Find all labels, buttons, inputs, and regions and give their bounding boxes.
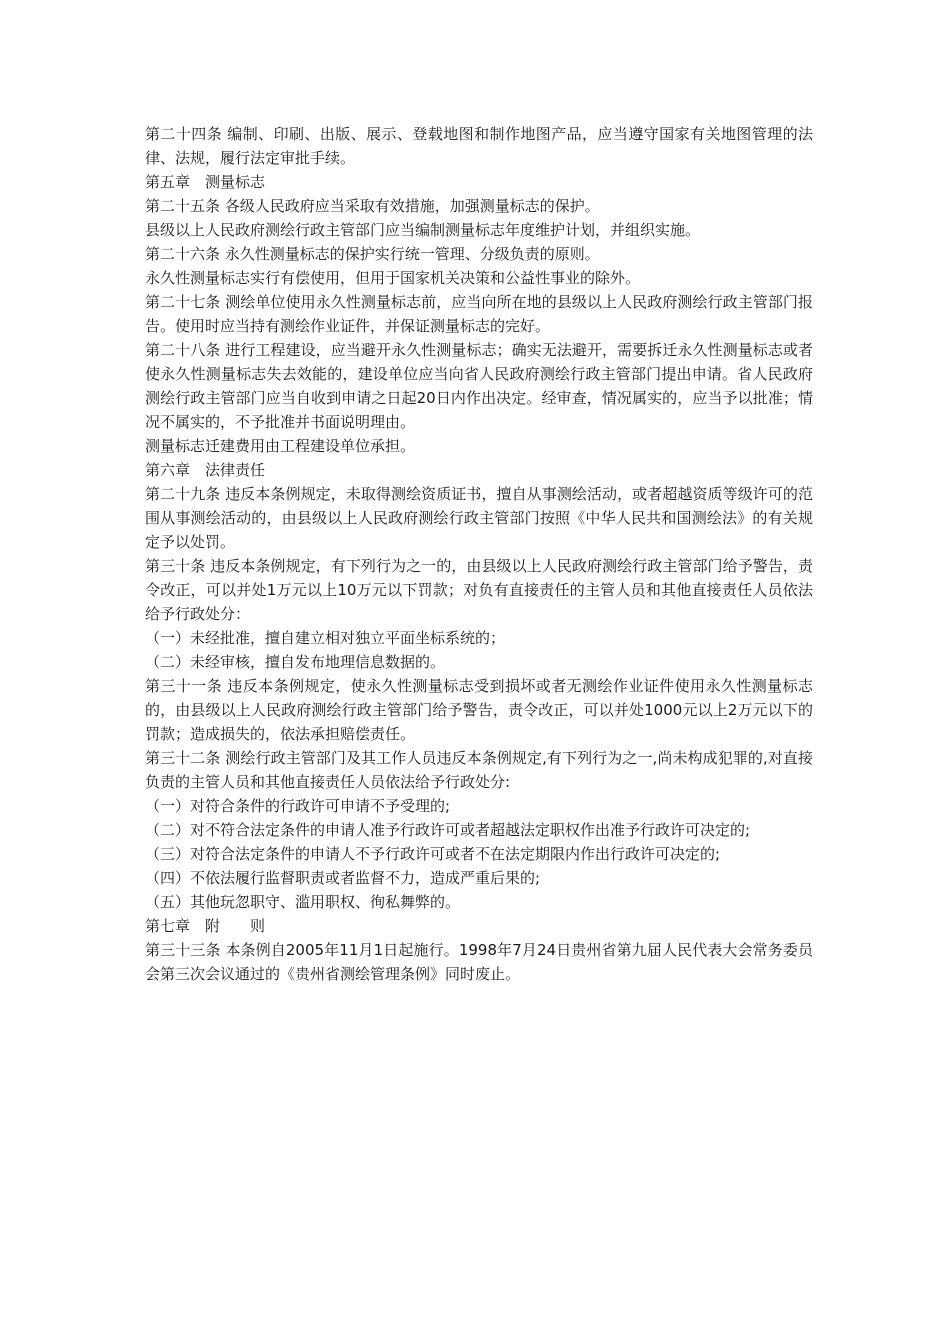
chapter-6-heading: 第六章 法律责任: [145, 461, 266, 479]
article-32-item-3: （三）对符合法定条件的申请人不予行政许可或者不在法定期限内作出行政许可决定的;: [145, 845, 721, 863]
article-30-item-1: （一）未经批准，擅自建立相对独立平面坐标系统的；: [145, 629, 506, 647]
article-28: 第二十八条 进行工程建设，应当避开永久性测量标志；确实无法避开，需要拆迁永久性测量标志或者使永久性测量标志失去效能的，建设单位应当向省人民政府测绘行政主管部门提出申请。省人民政府测绘行政主管部门应当自收到申请之日起20日内作出决定。经审查，情况属实的，应当予以批准；情况不属实的，不予批准并书面说明理由。: [145, 341, 813, 431]
article-28-clause: 测量标志迁建费用由工程建设单位承担。: [145, 437, 416, 455]
article-25: 第二十五条 各级人民政府应当采取有效措施，加强测量标志的保护。: [145, 197, 600, 215]
document-body: [145, 122, 813, 986]
article-30-item-2: （二）未经审核，擅自发布地理信息数据的。: [145, 653, 446, 671]
article-32-item-5: （五）其他玩忽职守、滥用职权、徇私舞弊的。: [145, 893, 461, 911]
article-33: 第三十三条 本条例自2005年11月1日起施行。1998年7月24日贵州省第九届人民代表大会常务委员会第三次会议通过的《贵州省测绘管理条例》同时废止。: [145, 941, 813, 983]
article-27: 第二十七条 测绘单位使用永久性测量标志前，应当向所在地的县级以上人民政府测绘行政主管部门报告。使用时应当持有测绘作业证件，并保证测量标志的完好。: [145, 293, 813, 335]
article-26: 第二十六条 永久性测量标志的保护实行统一管理、分级负责的原则。: [145, 245, 600, 263]
article-24: 第二十四条 编制、印刷、出版、展示、登载地图和制作地图产品，应当遵守国家有关地图管理的法律、法规，履行法定审批手续。: [145, 125, 813, 167]
article-32: 第三十二条 测绘行政主管部门及其工作人员违反本条例规定,有下列行为之一,尚未构成犯罪的,对直接负责的主管人员和其他直接责任人员依法给予行政处分:: [145, 749, 813, 791]
article-32-item-4: （四）不依法履行监督职责或者监督不力，造成严重后果的;: [145, 869, 541, 887]
article-25-clause: 县级以上人民政府测绘行政主管部门应当编制测量标志年度维护计划，并组织实施。: [145, 221, 701, 239]
article-32-item-2: （二）对不符合法定条件的申请人准予行政许可或者超越法定职权作出准予行政许可决定的;: [145, 821, 751, 839]
article-26-clause: 永久性测量标志实行有偿使用，但用于国家机关决策和公益性事业的除外。: [145, 269, 641, 287]
chapter-5-heading: 第五章 测量标志: [145, 173, 266, 191]
article-32-item-1: （一）对符合条件的行政许可申请不予受理的;: [145, 797, 451, 815]
article-29: 第二十九条 违反本条例规定，未取得测绘资质证书，擅自从事测绘活动，或者超越资质等级许可的范围从事测绘活动的，由县级以上人民政府测绘行政主管部门按照《中华人民共和国测绘法》的有关规定予以处罚。: [145, 485, 813, 551]
chapter-7-heading: 第七章 附 则: [145, 917, 266, 935]
article-31: 第三十一条 违反本条例规定，使永久性测量标志受到损坏或者无测绘作业证件使用永久性测量标志的，由县级以上人民政府测绘行政主管部门给予警告，责令改正，可以并处1000元以上2万元以下的罚款；造成损失的，依法承担赔偿责任。: [145, 677, 813, 743]
article-30: 第三十条 违反本条例规定，有下列行为之一的，由县级以上人民政府测绘行政主管部门给予警告，责令改正，可以并处1万元以上10万元以下罚款；对负有直接责任的主管人员和其他直接责任人员依法给予行政处分：: [145, 557, 813, 623]
